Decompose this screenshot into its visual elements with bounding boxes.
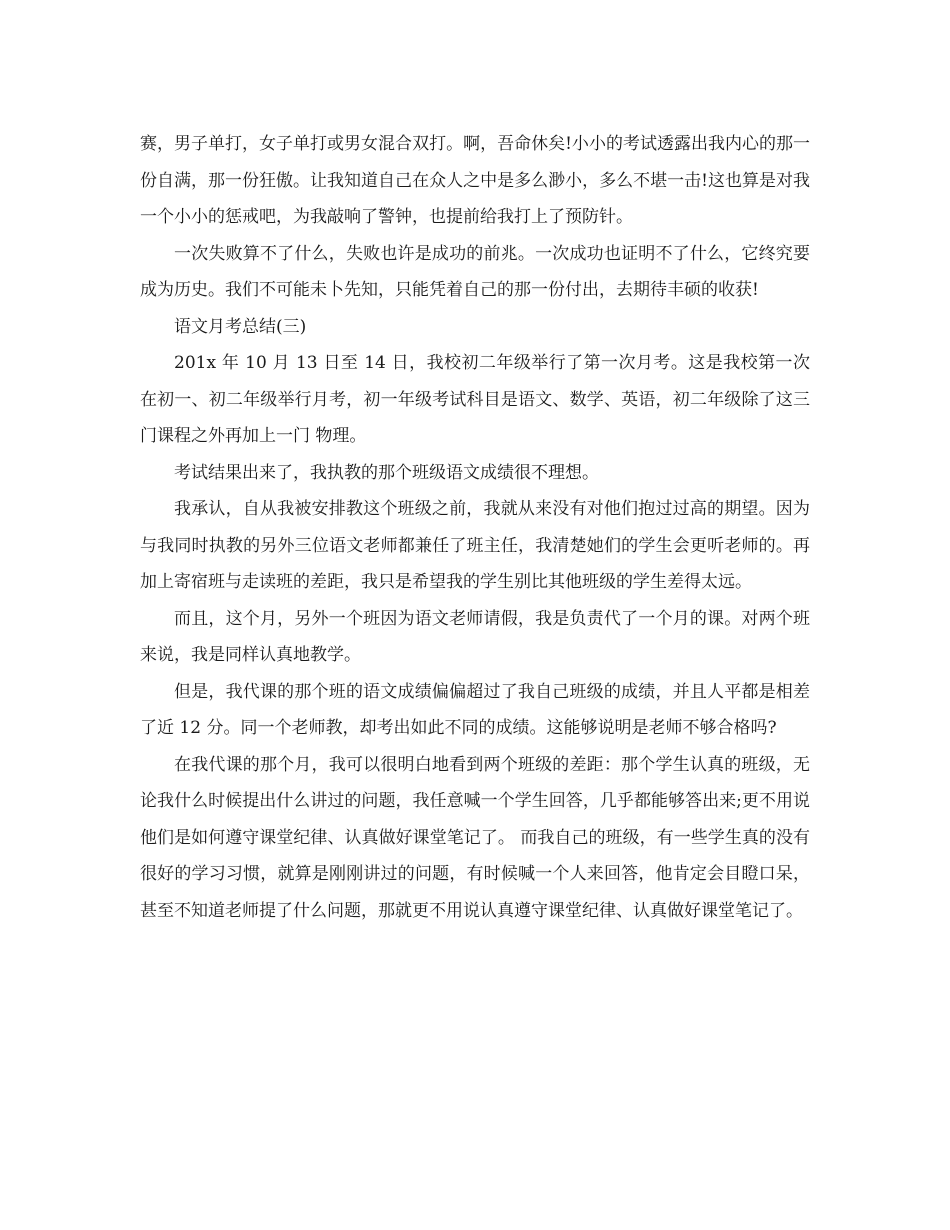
paragraph-class-difference: 在我代课的那个月，我可以很明白地看到两个班级的差距：那个学生认真的班级，无论我什么时候提出什么讲过的问题，我任意喊一个学生回答，几乎都能够答出来;更不用说他们是如何遵守课堂纪律、认真做好课堂笔记了。 而我自己的班级，有一些学生真的没有很好的学习习惯，就算是刚刚讲过的问题，有时候喊一个人来回答，他肯定会目瞪口呆，甚至不知道老师提了什么问题，那就更不用说认真遵守课堂纪律、认真做好课堂笔记了。: [140, 754, 810, 921]
document-body: [140, 126, 810, 929]
paragraph-comparison: 但是，我代课的那个班的语文成绩偏偏超过了我自己班级的成绩，并且人平都是相差了近 12 分。同一个老师教，却考出如此不同的成绩。这能够说明是老师不够合格吗?: [140, 681, 810, 738]
paragraph-results: 考试结果出来了，我执教的那个班级语文成绩很不理想。: [174, 462, 599, 483]
paragraph-failure-reflection: 一次失败算不了什么，失败也许是成功的前兆。一次成功也证明不了什么，它终究要成为历史。我们不可能未卜先知，只能凭着自己的那一份付出，去期待丰硕的收获!: [140, 243, 810, 300]
paragraph-admission: 我承认，自从我被安排教这个班级之前，我就从来没有对他们抱过过高的期望。因为与我同时执教的另外三位语文老师都兼任了班主任，我清楚她们的学生会更听老师的。再加上寄宿班与走读班的差距，我只是希望我的学生别比其他班级的学生差得太远。: [140, 499, 810, 592]
paragraph-continuation: 赛，男子单打，女子单打或男女混合双打。啊，吾命休矣!小小的考试透露出我内心的那一份自满，那一份狂傲。让我知道自己在众人之中是多么渺小，多么不堪一击!这也算是对我一个小小的惩戒吧，为我敲响了警钟，也提前给我打上了预防针。: [140, 134, 810, 227]
paragraph-substitute: 而且，这个月，另外一个班因为语文老师请假，我是负责代了一个月的课。对两个班来说，我是同样认真地教学。: [140, 608, 810, 665]
section-heading: 语文月考总结(三): [174, 316, 307, 337]
paragraph-exam-intro: 201x 年 10 月 13 日至 14 日，我校初二年级举行了第一次月考。这是我校第一次在初一、初二年级举行月考，初一年级考试科目是语文、数学、英语，初二年级除了这三门课程之外再加上一门 物理。: [140, 353, 810, 446]
